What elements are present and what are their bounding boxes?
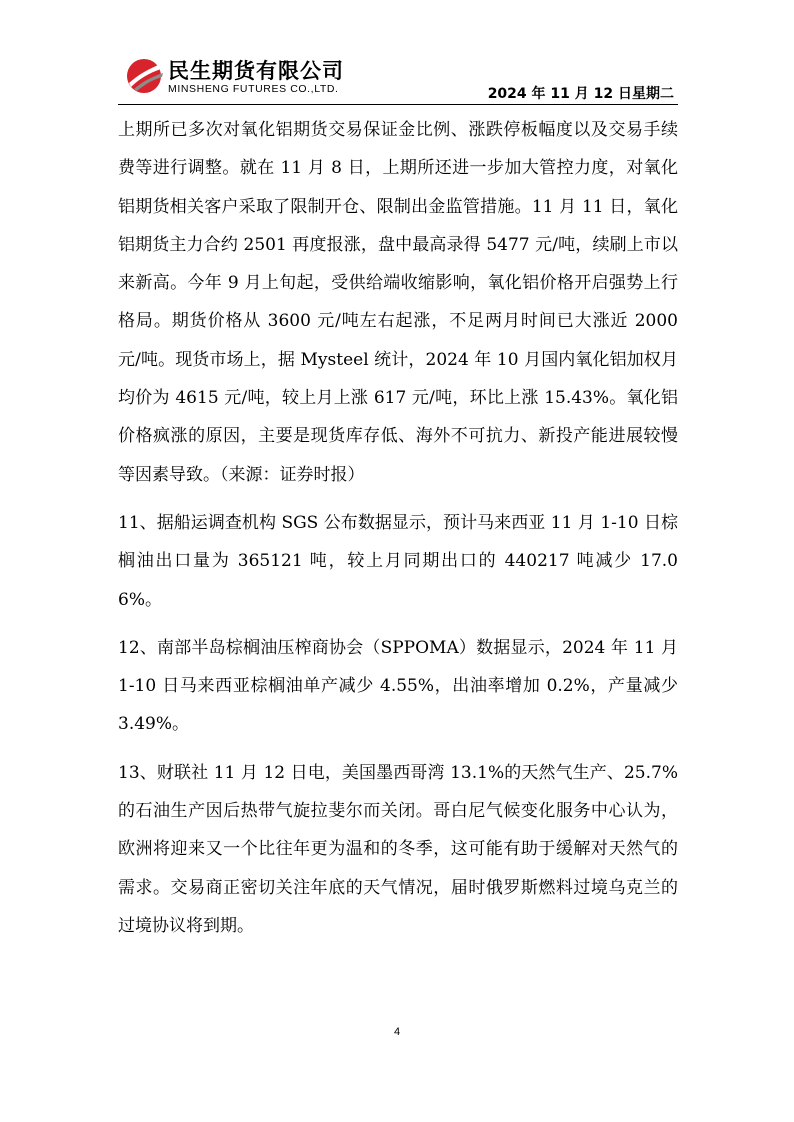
header-divider [118, 104, 678, 105]
minsheng-logo-icon [124, 56, 164, 96]
document-body [118, 111, 678, 945]
paragraph-alumina: 上期所已多次对氧化铝期货交易保证金比例、涨跌停板幅度以及交易手续费等进行调整。就在 11 月 8 日，上期所还进一步加大管控力度，对氧化铝期货相关客户采取了限制开仓、限制出金监管措施。11 月 11 日，氧化铝期货主力合约 2501 再度报涨，盘中最高录得 5477 元/吨，续刷上市以来新高。今年 9 月上旬起，受供给端收缩影响，氧化铝价格开启强势上行格局。期货价格从 3600 元/吨左右起涨，不足两月时间已大涨近 2000 元/吨。现货市场上，据 Mysteel 统计，2024 年 10 月国内氧化铝加权月均价为 4615 元/吨，较上月上涨 617 元/吨，环比上涨 15.43%。氧化铝价格疯涨的原因，主要是现货库存低、海外不可抗力、新投产能进展较慢等因素导致。（来源：证券时报） [118, 120, 678, 485]
page-header [118, 52, 678, 102]
paragraph-item-12: 12、南部半岛棕榈油压榨商协会（SPPOMA）数据显示，2024 年 11 月 1-10 日马来西亚棕榈油单产减少 4.55%，出油率增加 0.2%，产量减少 3.49%。 [118, 637, 678, 735]
paragraph-item-13: 13、财联社 11 月 12 日电，美国墨西哥湾 13.1%的天然气生产、25.7%的石油生产因后热带气旋拉斐尔而关闭。哥白尼气候变化服务中心认为，欧洲将迎来又一个比往年更为温和的冬季，这可能有助于缓解对天然气的需求。交易商正密切关注年底的天气情况，届时俄罗斯燃料过境乌克兰的过境协议将到期。 [118, 762, 678, 936]
company-name-en: MINSHENG FUTURES CO.,LTD. [168, 83, 339, 95]
company-name-cn: 民生期货有限公司 [168, 59, 344, 83]
page-number: 4 [393, 1026, 401, 1038]
report-date: 2024 年 11 月 12 日星期二 [487, 86, 674, 102]
paragraph-item-11: 11、据船运调查机构 SGS 公布数据显示，预计马来西亚 11 月 1-10 日棕榈油出口量为 365121 吨，较上月同期出口的 440217 吨减少 17.06%。 [118, 512, 678, 610]
